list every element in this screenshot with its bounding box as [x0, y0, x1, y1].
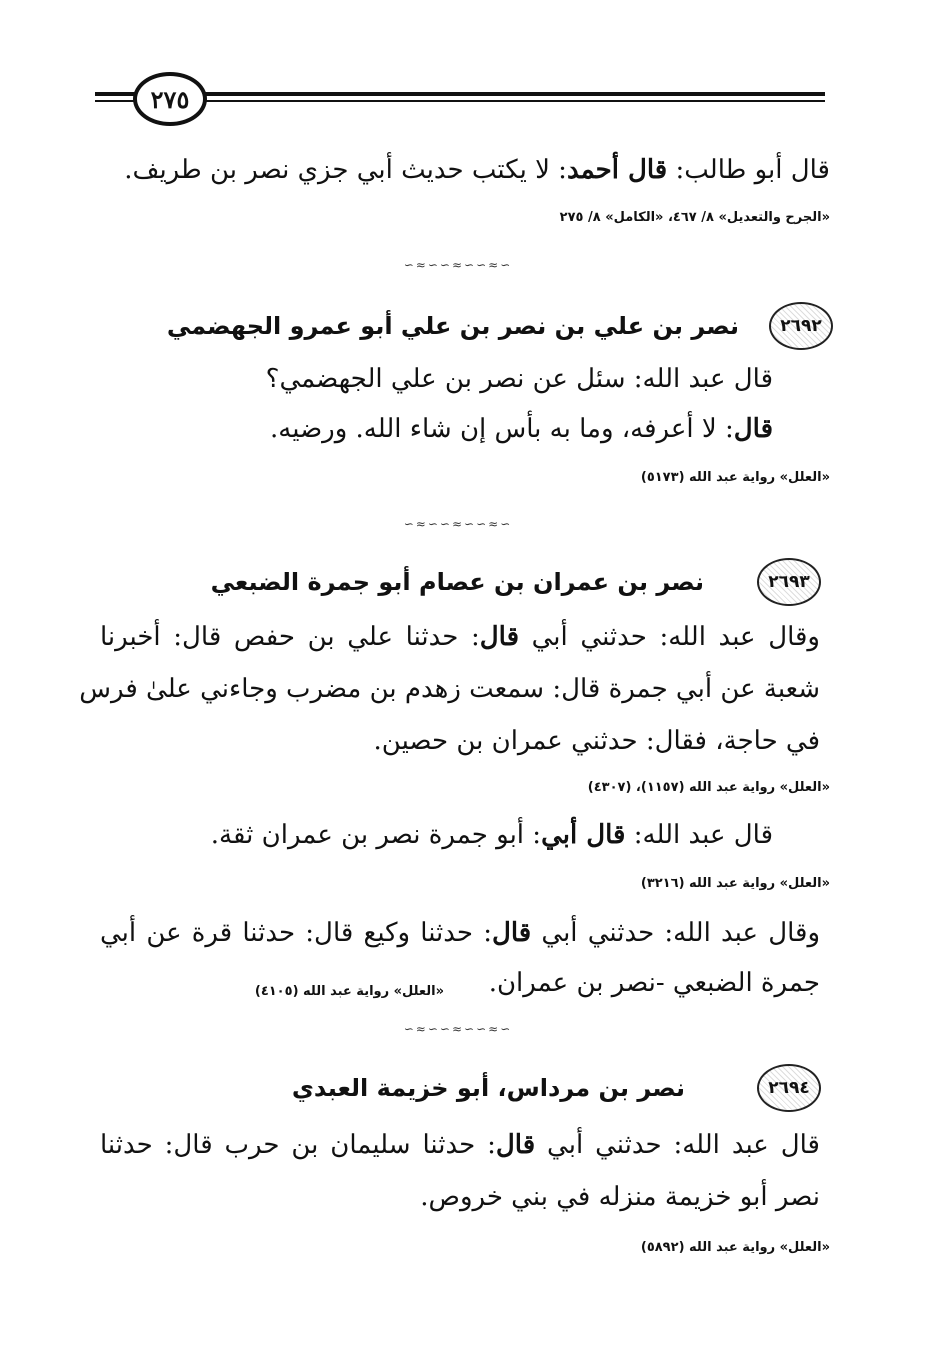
entry-text-line: قال عبد الله: قال أبي: أبو جمرة نصر بن عمران ثقة.	[210, 820, 773, 850]
entry-source: «العلل» رواية عبد الله (٣٢١٦)	[640, 876, 830, 891]
entry-text-line: قال: لا أعرفه، وما به بأس إن شاء الله. ورضيه.	[270, 414, 773, 444]
entry-source: «العلل» رواية عبد الله (٥١٧٣)	[640, 470, 830, 485]
separator-3: ∽≈∽∽≈∽∽≈∽	[403, 1022, 513, 1036]
header-rule-right	[200, 92, 825, 96]
entry-text-line: شعبة عن أبي جمرة قال: سمعت زهدم بن مضرب وجاءني علىٰ فرس	[79, 674, 820, 704]
entry-source: «العلل» رواية عبد الله (١١٥٧)، (٤٣٠٧)	[587, 780, 830, 795]
entry-text-line: نصر أبو خزيمة منزله في بني خروص.	[420, 1182, 820, 1212]
top-source: «الجرح والتعديل» ٨/ ٤٦٧، «الكامل» ٨/ ٢٧٥	[559, 210, 830, 225]
entry-text-line: قال عبد الله: سئل عن نصر بن علي الجهضمي؟	[265, 364, 773, 394]
entry-source: «العلل» رواية عبد الله (٥٨٩٢)	[640, 1240, 830, 1255]
separator-2: ∽≈∽∽≈∽∽≈∽	[403, 517, 513, 531]
entry-number-badge: ٢٦٩٤	[757, 1064, 821, 1112]
separator-1: ∽≈∽∽≈∽∽≈∽	[403, 258, 513, 272]
entry-text-line: جمرة الضبعي -نصر بن عمران.	[488, 968, 820, 998]
page-header	[95, 70, 825, 130]
entry-number-badge: ٢٦٩٢	[769, 302, 833, 350]
page-number: ٢٧٥	[133, 72, 207, 126]
entry-source: «العلل» رواية عبد الله (٤١٠٥)	[254, 984, 444, 999]
entry-text-line: في حاجة، فقال: حدثني عمران بن حصين.	[373, 726, 820, 756]
entry-text-line: وقال عبد الله: حدثني أبي قال: حدثنا وكيع قال: حدثنا قرة عن أبي	[100, 918, 821, 948]
header-rule-right-thin	[200, 100, 825, 102]
entry-title: نصر بن عمران بن عصام أبو جمرة الضبعي	[210, 568, 704, 596]
entry-title: نصر بن مرداس، أبو خزيمة العبدي	[291, 1074, 685, 1102]
entry-text-line: قال عبد الله: حدثني أبي قال: حدثنا سليمان بن حرب قال: حدثنا	[100, 1130, 820, 1160]
entry-number-badge: ٢٦٩٣	[757, 558, 821, 606]
entry-title: نصر بن علي بن نصر بن علي أبو عمرو الجهضمي	[166, 312, 739, 340]
entry-text-line: وقال عبد الله: حدثني أبي قال: حدثنا علي بن حفص قال: أخبرنا	[100, 622, 820, 652]
top-line: قال أبو طالب: قال أحمد: لا يكتب حديث أبي جزي نصر بن طريف.	[124, 155, 830, 185]
